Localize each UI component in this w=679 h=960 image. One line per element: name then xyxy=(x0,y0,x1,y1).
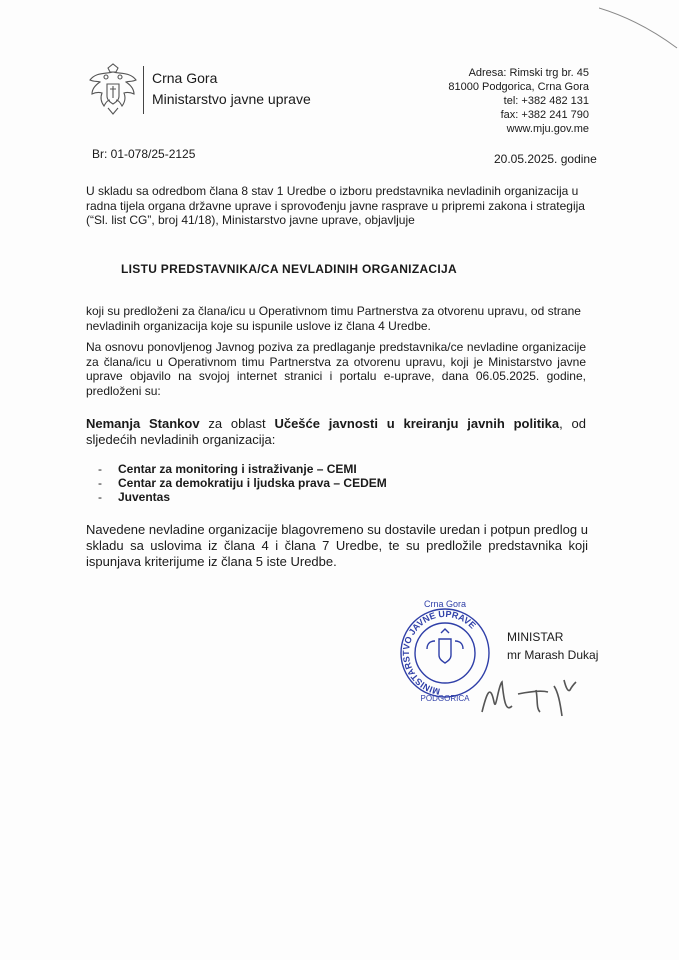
org-country: Crna Gora xyxy=(152,70,218,86)
stamp-top-text: Crna Gora xyxy=(423,599,467,609)
org-ministry: Ministarstvo javne uprave xyxy=(152,91,311,107)
paragraph-nominated: koji su predloženi za člana/icu u Operativnom timu Partnerstva za otvorenu upravu, od strane nevladinih organizacija koje su ispunile uslove iz člana 4 Uredbe. xyxy=(86,304,581,333)
nominee-rest: , od sljedećih nevladinih organizacija: xyxy=(86,416,586,447)
organization-list xyxy=(98,462,387,504)
list-item: - Juventas xyxy=(98,490,171,504)
nominee-name: Nemanja Stankov xyxy=(86,416,200,431)
header-divider xyxy=(143,66,144,114)
address-web: www.mju.gov.me xyxy=(506,123,589,135)
page-corner-curve xyxy=(599,0,679,60)
organization-name: Centar za demokratiju i ljudska prava – CEDEM xyxy=(118,476,387,490)
signature-title: MINISTAR xyxy=(507,630,564,644)
address-city: 81000 Podgorica, Crna Gora xyxy=(448,81,589,93)
address-street: Adresa: Rimski trg br. 45 xyxy=(468,67,589,79)
paragraph-public-call: Na osnovu ponovljenog Javnog poziva za predlaganje predstavnika/ce nevladine organizacije za člana/icu u Operativnom timu Partnerstva za otvorenu upravu, koji je Ministarstvo javne uprave objavilo na svojoj internet stranici i portalu e-uprave, dana 06.05.2025. godine, predloženi su: xyxy=(86,340,586,398)
stamp-bottom-text: PODGORICA xyxy=(420,694,470,703)
address-block xyxy=(448,66,589,136)
reference-number: Br: 01-078/25-2125 xyxy=(92,147,196,161)
signature-block xyxy=(507,628,598,664)
organization-name: Centar za monitoring i istraživanje – CEMI xyxy=(118,462,357,476)
nominee-paragraph xyxy=(86,416,586,448)
address-tel: tel: +382 482 131 xyxy=(503,95,589,107)
list-item: - Centar za demokratiju i ljudska prava – CEDEM xyxy=(98,476,387,490)
stamp-ring-text: MINISTARSTVO JAVNE UPRAVE xyxy=(401,608,478,697)
document-date: 20.05.2025. godine xyxy=(494,152,597,166)
handwritten-signature xyxy=(478,672,588,722)
nominee-connector: za oblast xyxy=(199,416,275,431)
intro-paragraph: U skladu sa odredbom člana 8 stav 1 Uredbe o izboru predstavnika nevladinih organizacija u radna tijela organa državne uprave i sprovođenju javne rasprave u pripremi zakona i strategija (“Sl. list CG”, broj 41/18), Ministarstvo javne uprave, objavljuje xyxy=(86,184,585,227)
address-fax: fax: +382 241 790 xyxy=(500,109,589,121)
signature-name: mr Marash Dukaj xyxy=(507,648,599,662)
org-header xyxy=(152,68,311,110)
conclusion-paragraph: Navedene nevladine organizacije blagovremeno su dostavile uredan i potpun predlog u skladu sa uslovima iz člana 4 i člana 7 Uredbe, te su predložile predstavnika koji ispunjava kriterijume iz člana 5 iste Uredbe. xyxy=(86,522,588,569)
list-item: - Centar za monitoring i istraživanje – CEMI xyxy=(98,462,357,476)
organization-name: Juventas xyxy=(118,490,171,504)
montenegro-coat-of-arms-icon xyxy=(86,62,140,120)
nominee-area: Učešće javnosti u kreiranju javnih politika xyxy=(274,416,560,431)
document-title: LISTU PREDSTAVNIKA/CA NEVLADINIH ORGANIZACIJA xyxy=(121,262,457,276)
